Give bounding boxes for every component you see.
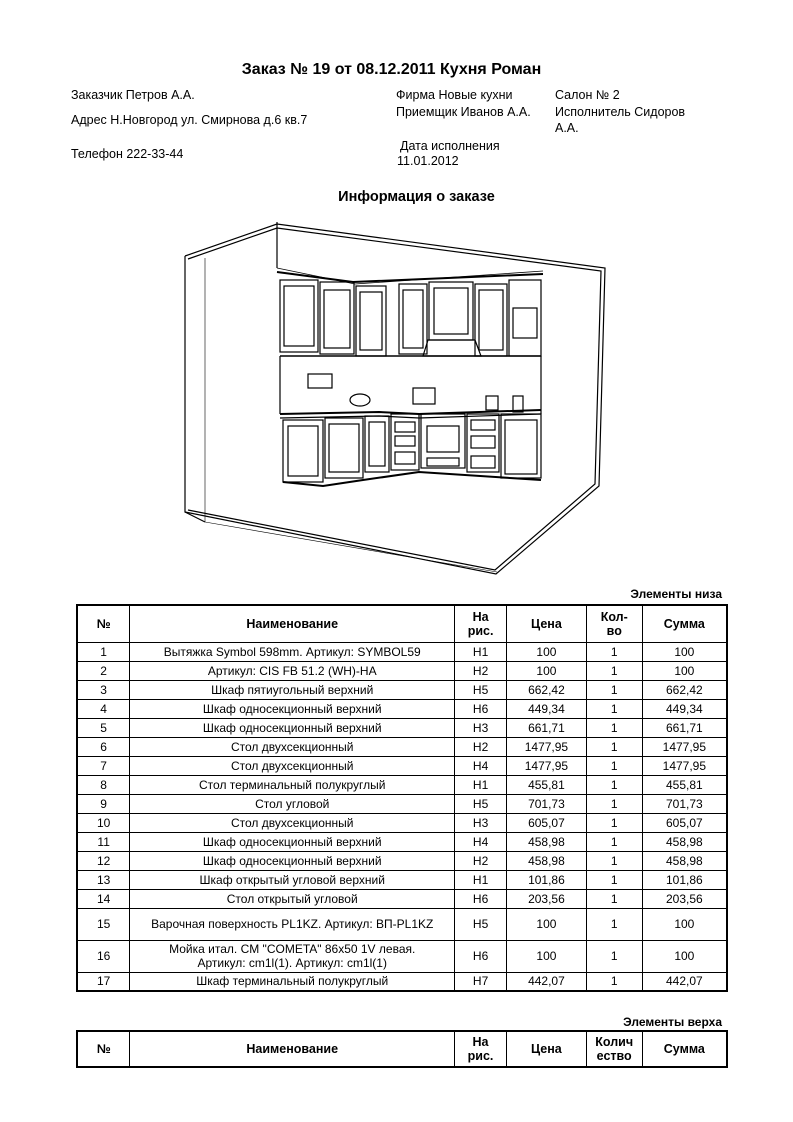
lower-section-title: Элементы низа: [630, 587, 722, 601]
cell-num: 12: [77, 851, 130, 870]
cell-qty: 1: [586, 870, 642, 889]
cell-price: 455,81: [507, 775, 587, 794]
executor-text: Исполнитель Сидоров: [555, 105, 686, 119]
cell-num: 13: [77, 870, 130, 889]
cell-name: Шкаф односекционный верхний: [130, 718, 455, 737]
cell-sum: 203,56: [642, 889, 727, 908]
cell-pos: H5: [455, 680, 507, 699]
cell-name: Шкаф односекционный верхний: [130, 699, 455, 718]
cell-price: 101,86: [507, 870, 587, 889]
column-header-price: Цена: [507, 605, 587, 642]
cell-pos: H7: [455, 972, 507, 991]
cell-sum: 605,07: [642, 813, 727, 832]
cell-price: 449,34: [507, 699, 587, 718]
table-row: [77, 851, 727, 870]
column-header-num: №: [77, 1031, 130, 1067]
cell-sum: 662,42: [642, 680, 727, 699]
column-header-qty: Колич ество: [586, 1031, 642, 1067]
cell-sum: 100: [642, 661, 727, 680]
cell-name: Шкаф терминальный полукруглый: [130, 972, 455, 991]
column-header-pos: На рис.: [455, 1031, 507, 1067]
table-row: [77, 940, 727, 972]
table-row: [77, 718, 727, 737]
cell-num: 3: [77, 680, 130, 699]
kitchen-drawing: [183, 222, 608, 577]
cell-qty: 1: [586, 737, 642, 756]
cell-name: Шкаф односекционный верхний: [130, 851, 455, 870]
table-row: [77, 661, 727, 680]
cell-price: 203,56: [507, 889, 587, 908]
cell-name: Варочная поверхность PL1KZ. Артикул: ВП-PL1KZ: [130, 908, 455, 940]
table-row: [77, 775, 727, 794]
table-row: [77, 737, 727, 756]
table-row: [77, 832, 727, 851]
cell-qty: 1: [586, 661, 642, 680]
cell-name: Стол открытый угловой: [130, 889, 455, 908]
cell-pos: H4: [455, 832, 507, 851]
cell-qty: 1: [586, 908, 642, 940]
cell-sum: 1477,95: [642, 737, 727, 756]
cell-sum: 100: [642, 940, 727, 972]
cell-num: 9: [77, 794, 130, 813]
upper-section-title: Элементы верха: [623, 1015, 722, 1029]
cell-pos: H4: [455, 756, 507, 775]
cell-price: 1477,95: [507, 756, 587, 775]
cell-name: Мойка итал. CM "COMETA" 86x50 1V левая. Артикул: cm1l(1). Артикул: cm1l(1): [130, 940, 455, 972]
receiver-text: Приемщик Иванов А.А.: [396, 105, 531, 119]
table-row: [77, 794, 727, 813]
salon-text: Салон № 2: [555, 88, 620, 102]
table-row: [77, 908, 727, 940]
cell-sum: 701,73: [642, 794, 727, 813]
cell-price: 100: [507, 642, 587, 661]
cell-qty: 1: [586, 889, 642, 908]
cell-qty: 1: [586, 940, 642, 972]
column-header-price: Цена: [506, 1031, 586, 1067]
column-header-pos: На рис.: [455, 605, 507, 642]
cell-qty: 1: [586, 642, 642, 661]
cell-name: Вытяжка Symbol 598mm. Артикул: SYMBOL59: [130, 642, 455, 661]
due-date-value: 11.01.2012: [397, 154, 459, 168]
table-row: [77, 889, 727, 908]
column-header-sum: Сумма: [642, 605, 727, 642]
cell-sum: 101,86: [642, 870, 727, 889]
cell-sum: 1477,95: [642, 756, 727, 775]
cell-sum: 100: [642, 642, 727, 661]
table-row: [77, 870, 727, 889]
firm-text: Фирма Новые кухни: [396, 88, 513, 102]
cell-name: Шкаф открытый угловой верхний: [130, 870, 455, 889]
cell-num: 8: [77, 775, 130, 794]
cell-sum: 449,34: [642, 699, 727, 718]
cell-num: 2: [77, 661, 130, 680]
cell-sum: 458,98: [642, 832, 727, 851]
column-header-num: №: [77, 605, 130, 642]
info-heading: Информация о заказе: [338, 189, 495, 205]
column-header-name: Наименование: [130, 605, 455, 642]
column-header-sum: Сумма: [642, 1031, 727, 1067]
cell-num: 11: [77, 832, 130, 851]
cell-pos: H6: [455, 699, 507, 718]
lower-elements-table: [76, 604, 728, 992]
column-header-qty: Кол- во: [586, 605, 642, 642]
upper-elements-table: [76, 1030, 728, 1068]
cell-qty: 1: [586, 794, 642, 813]
cell-num: 7: [77, 756, 130, 775]
cell-qty: 1: [586, 775, 642, 794]
cell-sum: 458,98: [642, 851, 727, 870]
cell-num: 10: [77, 813, 130, 832]
cell-qty: 1: [586, 851, 642, 870]
cell-pos: H6: [455, 889, 507, 908]
cell-price: 662,42: [507, 680, 587, 699]
cell-name: Стол двухсекционный: [130, 756, 455, 775]
cell-sum: 455,81: [642, 775, 727, 794]
cell-sum: 442,07: [642, 972, 727, 991]
cell-price: 100: [507, 908, 587, 940]
cell-pos: H1: [455, 775, 507, 794]
cell-name: Стол терминальный полукруглый: [130, 775, 455, 794]
address-text: Адрес Н.Новгород ул. Смирнова д.6 кв.7: [71, 113, 308, 127]
cell-qty: 1: [586, 756, 642, 775]
cell-pos: H2: [455, 851, 507, 870]
cell-num: 1: [77, 642, 130, 661]
table-header-row: [77, 605, 727, 642]
cell-pos: H1: [455, 870, 507, 889]
cell-name: Шкаф пятиугольный верхний: [130, 680, 455, 699]
table-row: [77, 813, 727, 832]
cell-pos: H2: [455, 737, 507, 756]
cell-pos: H6: [455, 940, 507, 972]
cell-price: 661,71: [507, 718, 587, 737]
table-row: [77, 642, 727, 661]
cell-name: Артикул: CIS FB 51.2 (WH)-HA: [130, 661, 455, 680]
table-row: [77, 756, 727, 775]
cell-price: 1477,95: [507, 737, 587, 756]
cell-qty: 1: [586, 718, 642, 737]
cell-qty: 1: [586, 832, 642, 851]
cell-price: 100: [507, 661, 587, 680]
cell-sum: 661,71: [642, 718, 727, 737]
cell-num: 6: [77, 737, 130, 756]
cell-price: 442,07: [507, 972, 587, 991]
cell-num: 16: [77, 940, 130, 972]
cell-price: 100: [507, 940, 587, 972]
cell-name: Стол двухсекционный: [130, 813, 455, 832]
cell-pos: H1: [455, 642, 507, 661]
cell-name: Стол угловой: [130, 794, 455, 813]
cell-num: 15: [77, 908, 130, 940]
table-row: [77, 680, 727, 699]
cell-price: 458,98: [507, 832, 587, 851]
cell-num: 4: [77, 699, 130, 718]
customer-text: Заказчик Петров А.А.: [71, 88, 195, 102]
table-row: [77, 699, 727, 718]
cell-price: 701,73: [507, 794, 587, 813]
table-row: [77, 972, 727, 991]
cell-name: Шкаф односекционный верхний: [130, 832, 455, 851]
cell-qty: 1: [586, 699, 642, 718]
cell-qty: 1: [586, 813, 642, 832]
cell-num: 17: [77, 972, 130, 991]
executor-text-cont: А.А.: [555, 121, 579, 135]
phone-text: Телефон 222-33-44: [71, 147, 184, 161]
cell-num: 14: [77, 889, 130, 908]
cell-pos: H3: [455, 718, 507, 737]
cell-pos: H5: [455, 908, 507, 940]
cell-num: 5: [77, 718, 130, 737]
cell-sum: 100: [642, 908, 727, 940]
order-title: Заказ № 19 от 08.12.2011 Кухня Роман: [241, 61, 542, 78]
cell-qty: 1: [586, 680, 642, 699]
cell-pos: H3: [455, 813, 507, 832]
cell-pos: H5: [455, 794, 507, 813]
cell-price: 605,07: [507, 813, 587, 832]
column-header-name: Наименование: [130, 1031, 455, 1067]
cell-price: 458,98: [507, 851, 587, 870]
table-header-row: [77, 1031, 727, 1067]
cell-name: Стол двухсекционный: [130, 737, 455, 756]
due-date-label: Дата исполнения: [400, 139, 500, 153]
cell-qty: 1: [586, 972, 642, 991]
cell-pos: H2: [455, 661, 507, 680]
